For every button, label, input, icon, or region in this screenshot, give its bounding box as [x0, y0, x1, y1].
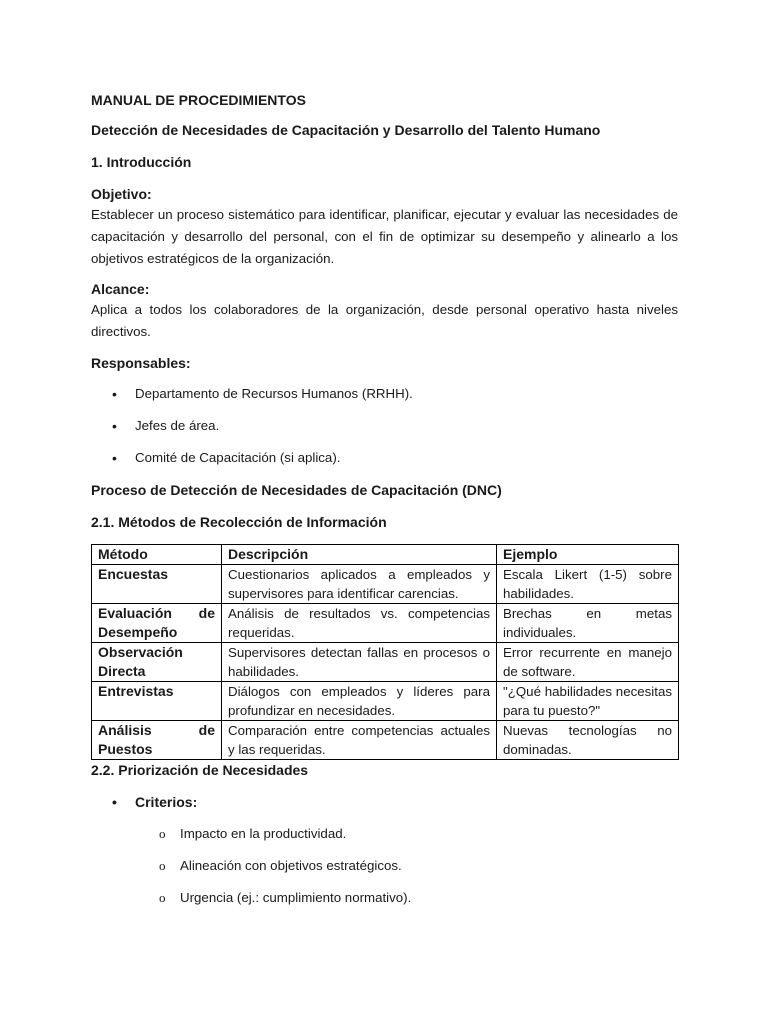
table-row [92, 721, 679, 760]
document-page [91, 90, 678, 920]
table-cell-metodo: Encuestas [92, 565, 222, 604]
bullet-icon: • [112, 386, 117, 402]
column-header-metodo: Método [92, 545, 222, 565]
circle-bullet-icon: o [159, 858, 166, 873]
list-item-text: Impacto en la productividad. [180, 826, 347, 841]
list-item [91, 448, 678, 468]
table-cell-descripcion: Cuestionarios aplicados a empleados y supervisores para identificar carencias. [222, 565, 497, 604]
alcance-text: Aplica a todos los colaboradores de la organización, desde personal operativo hasta niveles directivos. [91, 302, 678, 339]
circle-bullet-icon: o [159, 890, 166, 905]
table-row [92, 643, 679, 682]
objetivo-text: Establecer un proceso sistemático para identificar, planificar, ejecutar y evaluar las necesidades de capacitación y desarrollo del personal, con el fin de optimizar su desempeño y alinearlo a los objetivos estratégicos de la organización. [91, 207, 678, 266]
table-cell-descripcion: Comparación entre competencias actuales y las requeridas. [222, 721, 497, 760]
list-item [91, 416, 678, 436]
list-item-text: Jefes de área. [135, 418, 220, 433]
criterios-item [91, 792, 678, 812]
table-cell-descripcion: Análisis de resultados vs. competencias requeridas. [222, 604, 497, 643]
list-item-text: Comité de Capacitación (si aplica). [135, 450, 341, 465]
table-row [92, 565, 679, 604]
objetivo-label: Objetivo: [91, 186, 152, 202]
circle-bullet-icon: o [159, 826, 166, 841]
list-item-text: Urgencia (ej.: cumplimiento normativo). [180, 890, 412, 905]
bullet-icon: • [112, 794, 117, 810]
table-cell-descripcion: Diálogos con empleados y líderes para profundizar en necesidades. [222, 682, 497, 721]
methods-table [91, 544, 679, 760]
table-header-row [92, 545, 679, 565]
table-cell-descripcion: Supervisores detectan fallas en procesos o habilidades. [222, 643, 497, 682]
section-heading-proceso: Proceso de Detección de Necesidades de Capacitación (DNC) [91, 482, 502, 498]
list-item-text: Departamento de Recursos Humanos (RRHH). [135, 386, 413, 401]
table-row [92, 604, 679, 643]
responsables-list [91, 384, 678, 468]
list-item [91, 824, 678, 844]
document-subtitle: Detección de Necesidades de Capacitación y Desarrollo del Talento Humano [91, 122, 601, 138]
table-cell-ejemplo: Escala Likert (1-5) sobre habilidades. [497, 565, 679, 604]
table-cell-metodo: Análisis de Puestos [92, 721, 222, 760]
section-heading-priorizacion: 2.2. Priorización de Necesidades [91, 762, 309, 778]
table-cell-metodo: Observación Directa [92, 643, 222, 682]
alcance-label: Alcance: [91, 281, 150, 297]
document-title: MANUAL DE PROCEDIMIENTOS [91, 92, 306, 108]
column-header-ejemplo: Ejemplo [497, 545, 679, 565]
table-cell-metodo: Evaluación de Desempeño [92, 604, 222, 643]
bullet-icon: • [112, 418, 117, 434]
list-item [91, 384, 678, 404]
table-cell-ejemplo: Brechas en metas individuales. [497, 604, 679, 643]
section-heading-metodos: 2.1. Métodos de Recolección de Información [91, 514, 387, 530]
table-row [92, 682, 679, 721]
list-item [91, 856, 678, 876]
table-cell-ejemplo: Error recurrente en manejo de software. [497, 643, 679, 682]
table-cell-ejemplo: Nuevas tecnologías no dominadas. [497, 721, 679, 760]
list-item-text: Alineación con objetivos estratégicos. [180, 858, 402, 873]
criterios-label: Criterios: [135, 794, 198, 810]
table-cell-ejemplo: "¿Qué habilidades necesitas para tu puesto?" [497, 682, 679, 721]
criterios-list [91, 824, 678, 908]
section-heading-introduccion: 1. Introducción [91, 154, 192, 170]
responsables-label: Responsables: [91, 355, 191, 371]
bullet-icon: • [112, 450, 117, 466]
table-cell-metodo: Entrevistas [92, 682, 222, 721]
column-header-descripcion: Descripción [222, 545, 497, 565]
list-item [91, 888, 678, 908]
